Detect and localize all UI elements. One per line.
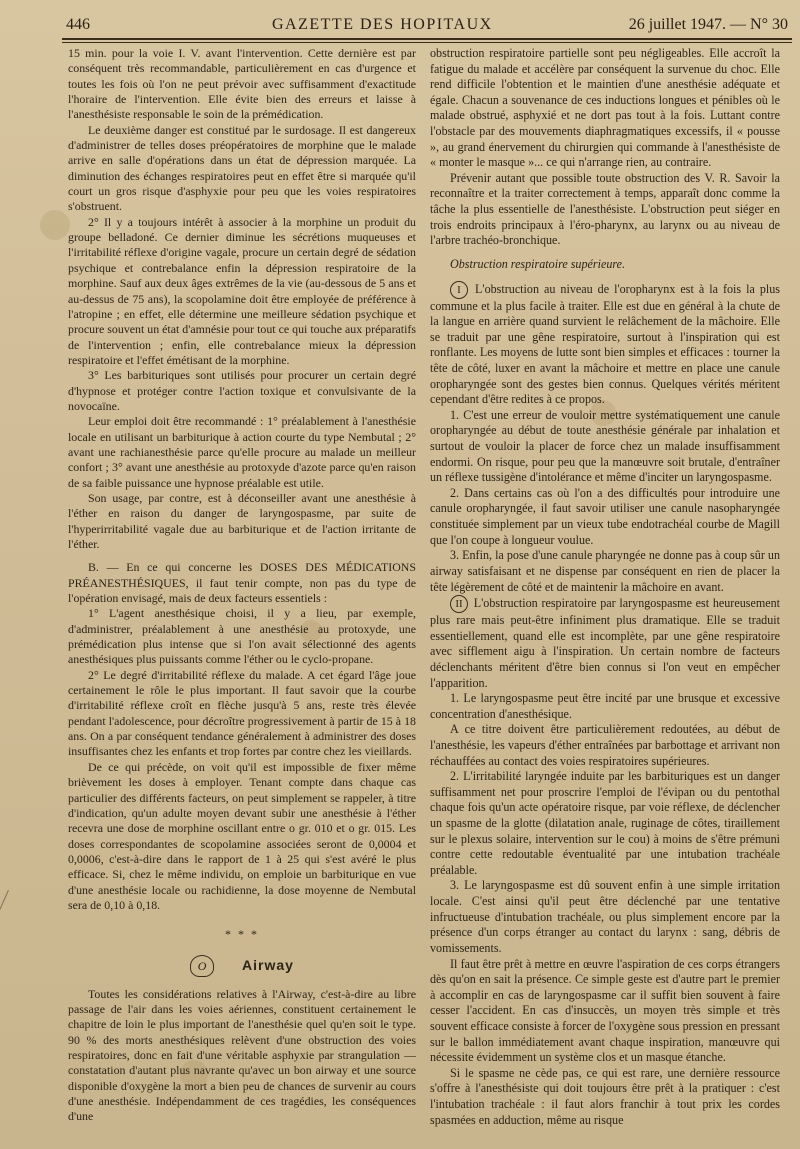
paragraph: Le deuxième danger est constitué par le surdosage. Il est dangereux d'administrer de telles doses préopératoires de morphine que le malade arrive en salle d'opérations dans un état de dépression marquée. La diminution des échanges respiratoires peut en effet être si marquée qu'il court un gros risque d'asphyxie pour peu que les voies respiratoires s'obstruent. <box>68 122 416 214</box>
section-number-circle: I <box>450 281 468 299</box>
paragraph: Son usage, par contre, est à déconseiller avant une anesthésie à l'éther en raison du danger de laryngospasme, par suite de l'hyperirritabilité vagale due au barbiturique et de l'action irritante de l'éther. <box>68 490 416 551</box>
section-number-circle: II <box>450 595 468 613</box>
paragraph: Leur emploi doit être recommandé : 1° préalablement à l'anesthésie locale en utilisant un barbiturique à action courte du type Nembutal ; 2° avant une rachianesthésie parce qu'elle procure au malade un meilleur confort ; 3° avant une anesthésie au protoxyde d'azote parce qu'en raison de sa faible puissance une hypnose préalable est utile. <box>68 414 416 490</box>
paragraph: 3. Enfin, la pose d'une canule pharyngée ne donne pas à coup sûr un airway satisfaisant et ne dispense par conséquent en rien de placer la tête légèrement de côté et de maintenir la mâchoire en avant. <box>430 548 780 594</box>
paragraph: 2. Dans certains cas où l'on a des difficultés pour introduire une canule oropharyngée, il faut savoir utiliser une canule nasopharyngée constituée simplement par un vieux tube endotrachéal courbe de Magill que l'on coupe à longueur voulue. <box>430 485 780 547</box>
header-rule-thin <box>62 42 792 43</box>
paragraph: 3° Les barbituriques sont utilisés pour procurer un certain degré d'hypnose et protéger contre l'action toxique et convulsivante de la novocaïne. <box>68 368 416 413</box>
paragraph-text: L'obstruction au niveau de l'oropharynx est à la fois la plus commune et la plus facile à traiter. Elle est due en général à la chute de la langue en arrière quand survient le relâchement de la mâchoire. Elle se traduit par une gêne respiratoire, surtout à l'inspiration qui est ronflante. Les moyens de lutte sont bien simples et efficaces : tourner la tête de côté, luxer en avant la mâchoire et mettre en place une canule oropharyngée sont des gestes bien connus. Quelques vérités méritent cependant d'être redites à ce propos. <box>430 281 780 407</box>
paragraph: 2. L'irritabilité laryngée induite par les barbituriques est un danger suffisamment net pour proscrire l'emploi de l'évipan ou du pentothal chaque fois qu'un acte opératoire risque, par voie réflexe, de déclencher un spasme de la glotte (dilatation anale, ruginage de côtes, tiraillement sur le plexus solaire, intervention sur le cou) à moins de s'être prémuni contre cette redoutable éventualité par une intubation trachéale préalable. <box>430 769 780 877</box>
paragraph: A ce titre doivent être particulièrement redoutées, au début de l'anesthésie, les vapeurs d'éther entraînées par barbottage et arrivant non réchauffées au contact des voies respiratoires supérieures. <box>430 722 780 768</box>
running-header <box>48 16 792 38</box>
paragraph: 2° Le degré d'irritabilité réflexe du malade. A cet égard l'âge joue certainement le rôle le plus important. Il faut savoir que la courbe d'irritabilité réflexe croît en flèche jusqu'à 5 ans, reste très élevée pendant l'adolescence, pour décroître progressivement à partir de 15 à 18 ans. On a par conséquent tendance généralement à administrer des doses insuffisantes chez les enfants et trop fortes par contre chez les vieillards. <box>68 667 416 759</box>
page-number: 446 <box>66 16 90 33</box>
journal-title: GAZETTE DES HOPITAUX <box>272 16 493 33</box>
header-rule <box>62 38 792 40</box>
paragraph: 2° Il y a toujours intérêt à associer à la morphine un produit du groupe belladoné. Ce dernier diminue les sécrétions muqueuses et l'irritabilité réflexe d'origine vagale, procure un certain degré de sédation psychique et contrebalance enfin la dépression respiratoire de la morphine. Sauf aux deux âges extrêmes de la vie (au-dessous de 5 ans et au-dessus de 75 ans), la scopolamine doit être employée de préférence à l'atropine ; en effet, elle détermine une meilleure sédation psychique et procure souvent un état d'amnésie pour tout ce qui touche aux préparatifs de l'intervention ; enfin, elle contrebalance mieux la dépression respiratoire et l'effet émétisant de la morphine. <box>68 214 416 367</box>
subheading: Obstruction respiratoire supérieure. <box>450 256 626 271</box>
paragraph: Si le spasme ne cède pas, ce qui est rare, une dernière ressource s'offre à l'anesthésiste qui doit toujours être prêt à la pratiquer : c'est l'intubation trachéale : il faut alors franchir à tout prix les cordes spasmées en adduction, même au risque <box>430 1065 780 1127</box>
paragraph <box>430 281 780 408</box>
paragraph-text: L'obstruction respiratoire par laryngospasme est heureusement plus rare mais peut-être infiniment plus dramatique. Elle se traduit essentiellement, quand elle est incomplète, par une gêne respiratoire avec sifflement aigu à l'inspiration. Un certain nombre de facteurs déclenchants méritent d'être bien connus si l'on veut en empêcher l'apparition. <box>430 596 780 690</box>
issue-date: 26 juillet 1947. — N° 30 <box>628 16 788 33</box>
paragraph: B. — En ce qui concerne les DOSES DES MÉDICATIONS PRÉANESTHÉSIQUES, il faut tenir compte, non pas du type de l'opération envisagé, mais de deux facteurs essentiels : <box>68 560 416 606</box>
paragraph: 1° L'agent anesthésique choisi, il y a lieu, par exemple, d'administrer, préalablement à une anesthésie au protoxyde, une prémédication plus intense que si l'on avait sélectionné des agents anesthésiques plus puissants comme l'éther ou le cyclo-propane. <box>68 606 416 667</box>
paragraph: Prévenir autant que possible toute obstruction des V. R. Savoir la reconnaître et la traiter correctement à temps, apparaît donc comme la tâche la plus essentielle de l'anesthésiste. L'obstruction peut siéger en trois endroits principaux à l'éro-pharynx, au larynx ou au niveau de l'arbre trachéo-bronchique. <box>430 170 780 248</box>
section-heading <box>68 955 416 977</box>
paragraph: Toutes les considérations relatives à l'Airway, c'est-à-dire au libre passage de l'air dans les voies aériennes, constituent certainement le chapitre de loin le plus important de l'anesthésie quel qu'en soit le type. 90 % des morts anesthésiques relèvent d'une obstruction des voies respiratoires, donc en fait d'une véritable asphyxie par strangulation — constatation d'autant plus navrante qu'avec un bon airway et une source disponible d'oxygène la mort a bien peu de chances de survenir au cours d'une anesthésie. Indépendamment de ces tragédies, les conséquences d'une <box>68 986 416 1124</box>
section-separator: * * * <box>225 927 259 942</box>
paragraph: 1. C'est une erreur de vouloir mettre systématiquement une canule oropharyngée au début de toute anesthésie générale par inhalation et surtout de vouloir la placer de force chez un malade insuffisamment endormi. On risque, pour peu que la manœuvre soit brutale, d'entraîner un réflexe tussigène d'intolérance et même d'inciter un laryngospasme. <box>430 407 780 485</box>
pencil-mark <box>0 890 45 1126</box>
paragraph: Il faut être prêt à mettre en œuvre l'aspiration de ces corps étrangers dès qu'on en sait la présence. Ce simple geste est d'autre part le premier à accomplir en cas de laryngospasme car il suffit bien souvent à faire cesser l'accident. En cas d'insuccès, un moyen très simple et très souvent efficace consiste à forcer de l'oxygène sous pression en pressant sur le ballon immédiatement avant chaque inspiration, manœuvre qui nécessite évidemment un système clos et un masque étanche. <box>430 956 780 1065</box>
paragraph: 3. Le laryngospasme est dû souvent enfin à une simple irritation locale. C'est ainsi qu'il peut être déclenché par une tentative infructueuse d'intubation trachéale, ou plus simplement encore par la présence d'un corps étranger au contact du larynx : sang, débris de vomissements. <box>430 878 780 955</box>
section-title: Airway <box>242 956 294 973</box>
paragraph <box>430 595 780 691</box>
paragraph: 1. Le laryngospasme peut être incité par une brusque et excessive concentration d'anesthésique. <box>430 691 780 721</box>
paragraph: obstruction respiratoire partielle sont peu négligeables. Elle accroît la fatigue du malade et accélère par conséquent la survenue du choc. Elle rend difficile l'obtention et le maintien d'une anesthésie adéquate et égale. Chacun a souvenance de ces inductions longues et pénibles où le malade obstrué, asphyxié et ne dort pas tout à la fois. Luttant contre l'obstacle par des mouvements diaphragmatiques excessifs, il « pousse », au grand énervement du chirurgien qui commande à l'anesthésiste de « monter le masque »... ce qui n'arrange rien, au contraire. <box>430 46 780 170</box>
right-column <box>430 46 780 1128</box>
airway-logo-icon: O <box>190 955 214 977</box>
left-column <box>68 46 416 1125</box>
paragraph: De ce qui précède, on voit qu'il est impossible de fixer même brièvement les doses à employer. Tenant compte dans chaque cas particulier des différents facteurs, on peut simplement se rappeler, à titre d'indication, qu'un adulte moyen devant subir une anesthésie à l'éther recevra une dose de morphine oscillant entre o gr. 010 et o gr. 015. Les doses correspondantes de scopolamine associées seront de 0,0004 et 0,0006, c'est-à-dire dans le rapport de 1 à 25 qui s'est avéré le plus efficace. Si, chez le même individu, on emploie un barbiturique en vue d'une anesthésie locale ou rachidienne, la dose moyenne de Nembutal sera de 0,10 à 0,18. <box>68 759 416 912</box>
paragraph: 15 min. pour la voie I. V. avant l'intervention. Cette dernière est par conséquent très recommandable, particulièrement en cas d'urgence et toutes les fois où l'on ne peut prévoir avec suffisamment d'exactitude l'horaire de l'intervention. Elle évite bien des erreurs et laisse à l'anesthésiste responsable le soin de la prémédication. <box>68 46 416 122</box>
